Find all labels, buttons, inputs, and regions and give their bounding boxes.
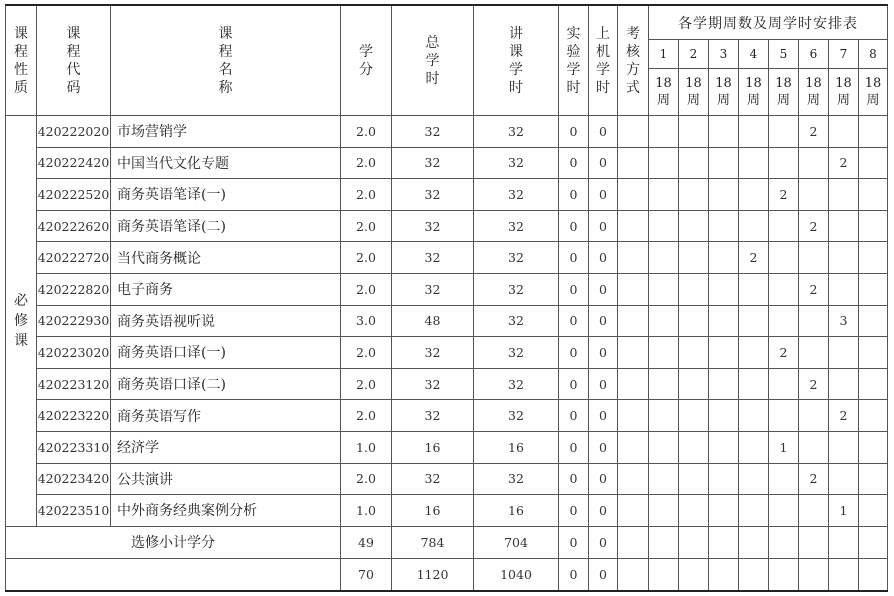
- course-total-hours: 16: [392, 431, 474, 463]
- course-code: 420223420: [37, 463, 111, 495]
- header-credit: [341, 5, 392, 116]
- table-row: [6, 431, 888, 463]
- table-row: [6, 495, 888, 527]
- semester-number-6: 6: [799, 40, 829, 69]
- header-lab-hours: [559, 5, 589, 116]
- total-sem-cell: [709, 558, 739, 591]
- subtotal-sem-cell: [799, 526, 829, 558]
- semester-hours-4: [739, 147, 769, 179]
- semester-weeks-4: [739, 69, 769, 116]
- course-total-hours: 48: [392, 305, 474, 337]
- semester-number-2: 2: [679, 40, 709, 69]
- course-machine-hours: 0: [589, 147, 618, 179]
- course-exam-method: [618, 210, 649, 242]
- total-sem-cell: [679, 558, 709, 591]
- total-sem-cell: [799, 558, 829, 591]
- semester-hours-1: [649, 116, 679, 148]
- semester-hours-6: [799, 495, 829, 527]
- course-exam-method: [618, 463, 649, 495]
- course-code: 420222420: [37, 147, 111, 179]
- course-total-hours: 16: [392, 495, 474, 527]
- course-name: 商务英语写作: [111, 400, 341, 432]
- total-exam: [618, 558, 649, 591]
- subtotal-machine-hours: 0: [589, 526, 618, 558]
- semester-hours-3: [709, 242, 739, 274]
- semester-hours-7: [829, 431, 859, 463]
- header-course-code: [37, 5, 111, 116]
- semester-hours-6: 2: [799, 116, 829, 148]
- course-name: 公共演讲: [111, 463, 341, 495]
- course-lab-hours: 0: [559, 273, 589, 305]
- course-lab-hours: 0: [559, 147, 589, 179]
- semester-hours-2: [679, 179, 709, 211]
- semester-hours-8: [859, 431, 888, 463]
- course-lab-hours: 0: [559, 179, 589, 211]
- course-credit: 3.0: [341, 305, 392, 337]
- semester-weeks-2: [679, 69, 709, 116]
- course-code: 420223120: [37, 368, 111, 400]
- semester-weeks-5: [769, 69, 799, 116]
- course-code: 420222020: [37, 116, 111, 148]
- semester-hours-7: 2: [829, 400, 859, 432]
- semester-hours-2: [679, 273, 709, 305]
- semester-weeks-text: 18 周: [685, 76, 702, 108]
- header-semester-title: 各学期周数及周学时安排表: [649, 5, 888, 40]
- semester-hours-7: [829, 179, 859, 211]
- semester-weeks-text: 18 周: [655, 76, 672, 108]
- semester-hours-8: [859, 147, 888, 179]
- semester-hours-2: [679, 242, 709, 274]
- course-lecture-hours: 16: [474, 431, 559, 463]
- course-exam-method: [618, 337, 649, 369]
- table-row: [6, 242, 888, 274]
- semester-hours-1: [649, 337, 679, 369]
- semester-hours-5: [769, 147, 799, 179]
- semester-hours-6: [799, 305, 829, 337]
- course-exam-method: [618, 368, 649, 400]
- total-label: [6, 558, 341, 591]
- semester-hours-3: [709, 463, 739, 495]
- semester-hours-1: [649, 495, 679, 527]
- table-row: [6, 273, 888, 305]
- semester-hours-6: 2: [799, 210, 829, 242]
- semester-hours-5: [769, 400, 799, 432]
- semester-hours-8: [859, 495, 888, 527]
- semester-hours-8: [859, 400, 888, 432]
- semester-hours-2: [679, 400, 709, 432]
- semester-weeks-text: 18 周: [775, 76, 792, 108]
- semester-hours-3: [709, 337, 739, 369]
- course-code: 420223220: [37, 400, 111, 432]
- semester-hours-2: [679, 116, 709, 148]
- course-name: 市场营销学: [111, 116, 341, 148]
- semester-hours-7: [829, 463, 859, 495]
- semester-hours-7: [829, 273, 859, 305]
- header-lab-hours-text: 实 验 学 时: [566, 25, 581, 96]
- total-sem-cell: [739, 558, 769, 591]
- course-lecture-hours: 32: [474, 463, 559, 495]
- semester-number-4: 4: [739, 40, 769, 69]
- table-row: [6, 116, 888, 148]
- semester-hours-1: [649, 431, 679, 463]
- course-credit: 2.0: [341, 147, 392, 179]
- course-exam-method: [618, 305, 649, 337]
- semester-hours-5: [769, 463, 799, 495]
- semester-hours-2: [679, 368, 709, 400]
- subtotal-row: [6, 526, 888, 558]
- semester-hours-5: [769, 210, 799, 242]
- semester-hours-4: [739, 116, 769, 148]
- semester-hours-6: [799, 337, 829, 369]
- header-exam-method: [618, 5, 649, 116]
- header-course-name: [111, 5, 341, 116]
- total-sem-cell: [859, 558, 888, 591]
- header-lecture-hours-text: 讲 课 学 时: [509, 25, 523, 96]
- course-total-hours: 32: [392, 242, 474, 274]
- course-machine-hours: 0: [589, 463, 618, 495]
- total-sem-cell: [829, 558, 859, 591]
- semester-number-8: 8: [859, 40, 888, 69]
- course-code: 420222520: [37, 179, 111, 211]
- course-lab-hours: 0: [559, 305, 589, 337]
- course-name: 中外商务经典案例分析: [111, 495, 341, 527]
- semester-hours-8: [859, 210, 888, 242]
- subtotal-sem-cell: [679, 526, 709, 558]
- course-credit: 2.0: [341, 337, 392, 369]
- course-credit: 2.0: [341, 273, 392, 305]
- course-lecture-hours: 32: [474, 273, 559, 305]
- semester-hours-6: 2: [799, 273, 829, 305]
- semester-hours-7: [829, 368, 859, 400]
- course-machine-hours: 0: [589, 495, 618, 527]
- course-lecture-hours: 32: [474, 337, 559, 369]
- semester-hours-4: [739, 179, 769, 211]
- semester-hours-4: 2: [739, 242, 769, 274]
- semester-hours-5: [769, 242, 799, 274]
- semester-hours-8: [859, 179, 888, 211]
- semester-hours-5: 2: [769, 337, 799, 369]
- total-credit: 70: [341, 558, 392, 591]
- course-machine-hours: 0: [589, 368, 618, 400]
- course-code: 420223510: [37, 495, 111, 527]
- course-exam-method: [618, 495, 649, 527]
- header-course-type-text: 课 程 性 质: [14, 25, 28, 96]
- table-row: [6, 463, 888, 495]
- course-code: 420222720: [37, 242, 111, 274]
- table-row: [6, 400, 888, 432]
- semester-hours-8: [859, 337, 888, 369]
- semester-hours-2: [679, 210, 709, 242]
- subtotal-sem-cell: [859, 526, 888, 558]
- semester-hours-4: [739, 495, 769, 527]
- course-lab-hours: 0: [559, 400, 589, 432]
- course-machine-hours: 0: [589, 337, 618, 369]
- semester-hours-1: [649, 273, 679, 305]
- total-lecture-hours: 1040: [474, 558, 559, 591]
- semester-hours-8: [859, 242, 888, 274]
- semester-hours-3: [709, 179, 739, 211]
- subtotal-exam: [618, 526, 649, 558]
- course-total-hours: 32: [392, 273, 474, 305]
- course-schedule-table: [5, 4, 888, 592]
- total-sem-cell: [649, 558, 679, 591]
- semester-hours-1: [649, 210, 679, 242]
- semester-hours-8: [859, 463, 888, 495]
- semester-hours-7: [829, 116, 859, 148]
- total-lab-hours: 0: [559, 558, 589, 591]
- course-total-hours: 32: [392, 368, 474, 400]
- course-name: 商务英语口译(一): [111, 337, 341, 369]
- semester-hours-1: [649, 147, 679, 179]
- semester-number-1: 1: [649, 40, 679, 69]
- semester-hours-6: [799, 400, 829, 432]
- course-total-hours: 32: [392, 210, 474, 242]
- semester-hours-4: [739, 337, 769, 369]
- course-credit: 2.0: [341, 179, 392, 211]
- semester-hours-6: 2: [799, 463, 829, 495]
- course-lecture-hours: 32: [474, 210, 559, 242]
- semester-weeks-6: [799, 69, 829, 116]
- semester-hours-4: [739, 368, 769, 400]
- table-row: [6, 147, 888, 179]
- table-row: [6, 305, 888, 337]
- course-lecture-hours: 32: [474, 368, 559, 400]
- course-total-hours: 32: [392, 116, 474, 148]
- course-lecture-hours: 32: [474, 400, 559, 432]
- semester-weeks-text: 18 周: [745, 76, 762, 108]
- course-lab-hours: 0: [559, 242, 589, 274]
- semester-hours-7: [829, 337, 859, 369]
- subtotal-total-hours: 784: [392, 526, 474, 558]
- course-lab-hours: 0: [559, 210, 589, 242]
- semester-hours-7: [829, 242, 859, 274]
- course-code: 420222930: [37, 305, 111, 337]
- semester-hours-8: [859, 273, 888, 305]
- subtotal-credit: 49: [341, 526, 392, 558]
- course-lecture-hours: 32: [474, 116, 559, 148]
- table-row: [6, 210, 888, 242]
- course-total-hours: 32: [392, 147, 474, 179]
- course-name: 经济学: [111, 431, 341, 463]
- semester-weeks-1: [649, 69, 679, 116]
- semester-hours-2: [679, 305, 709, 337]
- semester-hours-8: [859, 116, 888, 148]
- course-lab-hours: 0: [559, 463, 589, 495]
- semester-hours-3: [709, 400, 739, 432]
- subtotal-lab-hours: 0: [559, 526, 589, 558]
- semester-hours-1: [649, 179, 679, 211]
- semester-hours-4: [739, 400, 769, 432]
- course-exam-method: [618, 431, 649, 463]
- semester-hours-3: [709, 116, 739, 148]
- course-type-text: 必 修 课: [14, 292, 28, 349]
- semester-hours-4: [739, 210, 769, 242]
- course-credit: 2.0: [341, 210, 392, 242]
- semester-number-3: 3: [709, 40, 739, 69]
- subtotal-label: 选修小计学分: [6, 526, 341, 558]
- course-credit: 2.0: [341, 368, 392, 400]
- course-code: 420222820: [37, 273, 111, 305]
- course-lecture-hours: 16: [474, 495, 559, 527]
- course-lecture-hours: 32: [474, 147, 559, 179]
- course-lab-hours: 0: [559, 368, 589, 400]
- header-lecture-hours: [474, 5, 559, 116]
- table-row: [6, 179, 888, 211]
- semester-number-7: 7: [829, 40, 859, 69]
- header-total-hours-text: 总 学 时: [425, 34, 440, 87]
- semester-hours-3: [709, 305, 739, 337]
- course-credit: 2.0: [341, 242, 392, 274]
- subtotal-sem-cell: [769, 526, 799, 558]
- semester-hours-4: [739, 305, 769, 337]
- course-exam-method: [618, 273, 649, 305]
- course-lecture-hours: 32: [474, 242, 559, 274]
- header-exam-method-text: 考 核 方 式: [626, 25, 640, 96]
- semester-hours-4: [739, 431, 769, 463]
- semester-hours-8: [859, 305, 888, 337]
- course-lab-hours: 0: [559, 337, 589, 369]
- course-exam-method: [618, 400, 649, 432]
- course-exam-method: [618, 116, 649, 148]
- course-lab-hours: 0: [559, 431, 589, 463]
- semester-hours-3: [709, 210, 739, 242]
- course-name: 商务英语口译(二): [111, 368, 341, 400]
- table-row: [6, 337, 888, 369]
- subtotal-sem-cell: [829, 526, 859, 558]
- semester-hours-6: [799, 431, 829, 463]
- course-total-hours: 32: [392, 179, 474, 211]
- course-credit: 2.0: [341, 463, 392, 495]
- semester-hours-8: [859, 368, 888, 400]
- course-machine-hours: 0: [589, 179, 618, 211]
- course-credit: 2.0: [341, 116, 392, 148]
- semester-hours-5: [769, 495, 799, 527]
- semester-hours-3: [709, 273, 739, 305]
- semester-hours-5: 1: [769, 431, 799, 463]
- course-exam-method: [618, 179, 649, 211]
- course-machine-hours: 0: [589, 116, 618, 148]
- course-exam-method: [618, 242, 649, 274]
- semester-hours-2: [679, 337, 709, 369]
- course-name: 中国当代文化专题: [111, 147, 341, 179]
- course-machine-hours: 0: [589, 431, 618, 463]
- course-name: 商务英语视听说: [111, 305, 341, 337]
- semester-hours-1: [649, 368, 679, 400]
- semester-hours-7: 2: [829, 147, 859, 179]
- semester-weeks-text: 18 周: [864, 76, 882, 108]
- header-course-name-text: 课 程 名 称: [218, 25, 233, 96]
- semester-weeks-3: [709, 69, 739, 116]
- course-exam-method: [618, 147, 649, 179]
- subtotal-sem-cell: [649, 526, 679, 558]
- header-credit-text: 学 分: [359, 43, 373, 78]
- total-row: [6, 558, 888, 591]
- semester-hours-4: [739, 463, 769, 495]
- semester-hours-5: 2: [769, 179, 799, 211]
- subtotal-lecture-hours: 704: [474, 526, 559, 558]
- course-machine-hours: 0: [589, 273, 618, 305]
- semester-hours-1: [649, 305, 679, 337]
- header-total-hours: [392, 5, 474, 116]
- semester-weeks-text: 18 周: [715, 76, 732, 108]
- course-credit: 2.0: [341, 400, 392, 432]
- course-lab-hours: 0: [559, 116, 589, 148]
- total-total-hours: 1120: [392, 558, 474, 591]
- course-name: 商务英语笔译(一): [111, 179, 341, 211]
- semester-weeks-text: 18 周: [805, 76, 822, 108]
- semester-hours-2: [679, 147, 709, 179]
- semester-hours-3: [709, 495, 739, 527]
- semester-hours-4: [739, 273, 769, 305]
- course-type-cell: [6, 116, 37, 527]
- course-total-hours: 32: [392, 463, 474, 495]
- course-machine-hours: 0: [589, 242, 618, 274]
- semester-hours-6: 2: [799, 368, 829, 400]
- semester-weeks-7: [829, 69, 859, 116]
- semester-number-5: 5: [769, 40, 799, 69]
- semester-hours-1: [649, 242, 679, 274]
- subtotal-sem-cell: [739, 526, 769, 558]
- course-lecture-hours: 32: [474, 305, 559, 337]
- semester-hours-2: [679, 463, 709, 495]
- semester-hours-6: [799, 147, 829, 179]
- course-lecture-hours: 32: [474, 179, 559, 211]
- semester-hours-3: [709, 147, 739, 179]
- course-credit: 1.0: [341, 431, 392, 463]
- course-name: 商务英语笔译(二): [111, 210, 341, 242]
- semester-hours-6: [799, 242, 829, 274]
- course-name: 当代商务概论: [111, 242, 341, 274]
- header-course-type: [6, 5, 37, 116]
- semester-hours-2: [679, 495, 709, 527]
- semester-weeks-8: [859, 69, 888, 116]
- header-machine-hours: [589, 5, 618, 116]
- semester-hours-6: [799, 179, 829, 211]
- total-machine-hours: 0: [589, 558, 618, 591]
- table-row: [6, 368, 888, 400]
- total-sem-cell: [769, 558, 799, 591]
- semester-hours-7: 3: [829, 305, 859, 337]
- course-name: 电子商务: [111, 273, 341, 305]
- semester-hours-5: [769, 273, 799, 305]
- semester-hours-3: [709, 368, 739, 400]
- course-machine-hours: 0: [589, 210, 618, 242]
- semester-hours-3: [709, 431, 739, 463]
- subtotal-sem-cell: [709, 526, 739, 558]
- header-course-code-text: 课 程 代 码: [66, 25, 81, 96]
- course-lab-hours: 0: [559, 495, 589, 527]
- course-code: 420223310: [37, 431, 111, 463]
- course-machine-hours: 0: [589, 400, 618, 432]
- semester-hours-1: [649, 463, 679, 495]
- course-code: 420222620: [37, 210, 111, 242]
- semester-hours-2: [679, 431, 709, 463]
- course-total-hours: 32: [392, 400, 474, 432]
- course-credit: 1.0: [341, 495, 392, 527]
- course-total-hours: 32: [392, 337, 474, 369]
- semester-hours-5: [769, 305, 799, 337]
- course-code: 420223020: [37, 337, 111, 369]
- course-machine-hours: 0: [589, 305, 618, 337]
- semester-hours-7: 1: [829, 495, 859, 527]
- semester-hours-7: [829, 210, 859, 242]
- semester-hours-5: [769, 116, 799, 148]
- header-machine-hours-text: 上 机 学 时: [596, 25, 610, 96]
- semester-weeks-text: 18 周: [835, 76, 852, 108]
- semester-hours-1: [649, 400, 679, 432]
- semester-hours-5: [769, 368, 799, 400]
